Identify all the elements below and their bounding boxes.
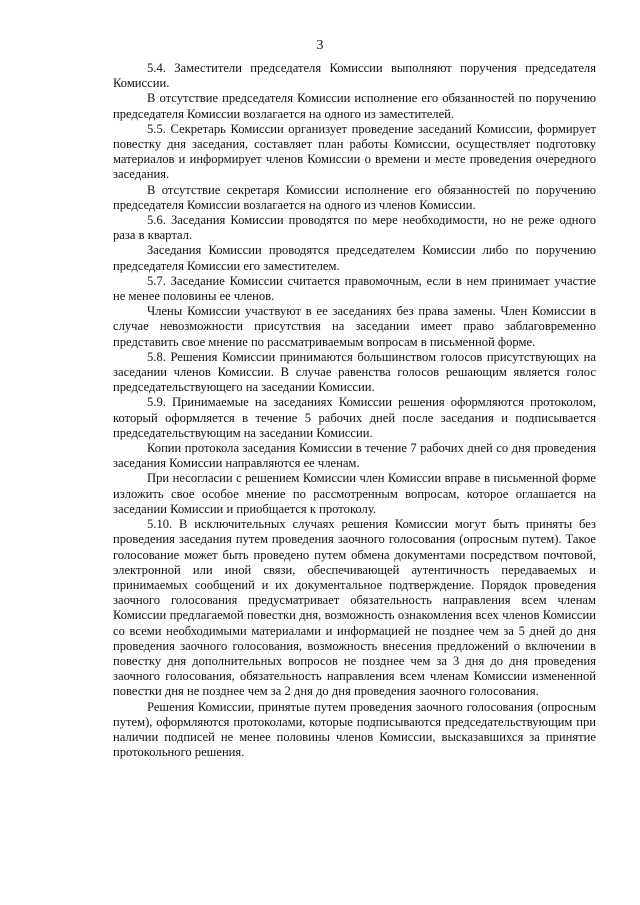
paragraph-5-5: 5.5. Секретарь Комиссии организует проведение заседаний Комиссии, формирует повестку дня заседания, составляет план работы Комиссии, осуществляет подготовку материалов и информирует членов Комиссии о времени и месте проведения очередного заседания. bbox=[113, 121, 596, 182]
paragraph-5-9-copies: Копии протокола заседания Комиссии в течение 7 рабочих дней со дня проведения заседания Комиссии направляются ее членам. bbox=[113, 441, 596, 471]
document-body bbox=[113, 61, 596, 760]
paragraph-5-8: 5.8. Решения Комиссии принимаются большинством голосов присутствующих на заседании членов Комиссии. В случае равенства голосов решающим является голос председательствующего на заседании Комиссии. bbox=[113, 349, 596, 395]
paragraph-5-6: 5.6. Заседания Комиссии проводятся по мере необходимости, но не реже одного раза в квартал. bbox=[113, 213, 596, 243]
page-number: 3 bbox=[316, 38, 324, 53]
paragraph-5-6-chair: Заседания Комиссии проводятся председателем Комиссии либо по поручению председателя Комиссии его заместителем. bbox=[113, 243, 596, 273]
paragraph-5-7: 5.7. Заседание Комиссии считается правомочным, если в нем принимает участие не менее половины ее членов. bbox=[113, 273, 596, 304]
paragraph-5-5-absence: В отсутствие секретаря Комиссии исполнение его обязанностей по поручению председателя Комиссии возлагается на одного из членов Комиссии. bbox=[113, 182, 596, 212]
paragraph-5-7-members: Члены Комиссии участвуют в ее заседаниях без права замены. Член Комиссии в случае невозможности присутствия на заседании имеет право заблаговременно представить свое мнение по рассматриваемым вопросам в письменной форме. bbox=[113, 304, 596, 349]
paragraph-5-9-dissent: При несогласии с решением Комиссии член Комиссии вправе в письменной форме изложить свое особое мнение по рассмотренным вопросам, которое оглашается на заседании Комиссии и приобщается к протоколу. bbox=[113, 471, 596, 516]
paragraph-5-10-decisions: Решения Комиссии, принятые путем проведения заочного голосования (опросным путем), оформляются протоколами, которые подписываются председательствующим при наличии подписей не менее половины членов Комиссии, высказавшихся за принятие протокольного решения. bbox=[113, 699, 596, 760]
paragraph-5-4-absence: В отсутствие председателя Комиссии исполнение его обязанностей по поручению председателя Комиссии возлагается на одного из заместителей. bbox=[113, 91, 596, 121]
paragraph-5-10: 5.10. В исключительных случаях решения Комиссии могут быть приняты без проведения заседания путем проведения заочного голосования (опросным путем). Такое голосование может быть проведено путем обмена документами посредством почтовой, электронной или иной связи, обеспечивающей аутентичность передаваемых и принимаемых сообщений и их документальное подтверждение. Порядок проведения заочного голосования предусматривает обязательность направления всем членам Комиссии предлагаемой повестки дня, возможность ознакомления всех членов Комиссии со всеми необходимыми материалами и информацией не позднее чем за 5 дней до дня проведения заочного голосования, возможность внесения предложений о включении в повестку дня дополнительных вопросов не позднее чем за 3 дня до дня проведения заочного голосования, обязательность направления всем членам Комиссии измененной повестки дня не позднее чем за 2 дня до дня проведения заочного голосования. bbox=[113, 517, 596, 699]
paragraph-5-4: 5.4. Заместители председателя Комиссии выполняют поручения председателя Комиссии. bbox=[113, 61, 596, 91]
paragraph-5-9: 5.9. Принимаемые на заседаниях Комиссии решения оформляются протоколом, который оформляется в течение 5 рабочих дней после заседания и подписывается председательствующим на заседании Комиссии. bbox=[113, 395, 596, 440]
